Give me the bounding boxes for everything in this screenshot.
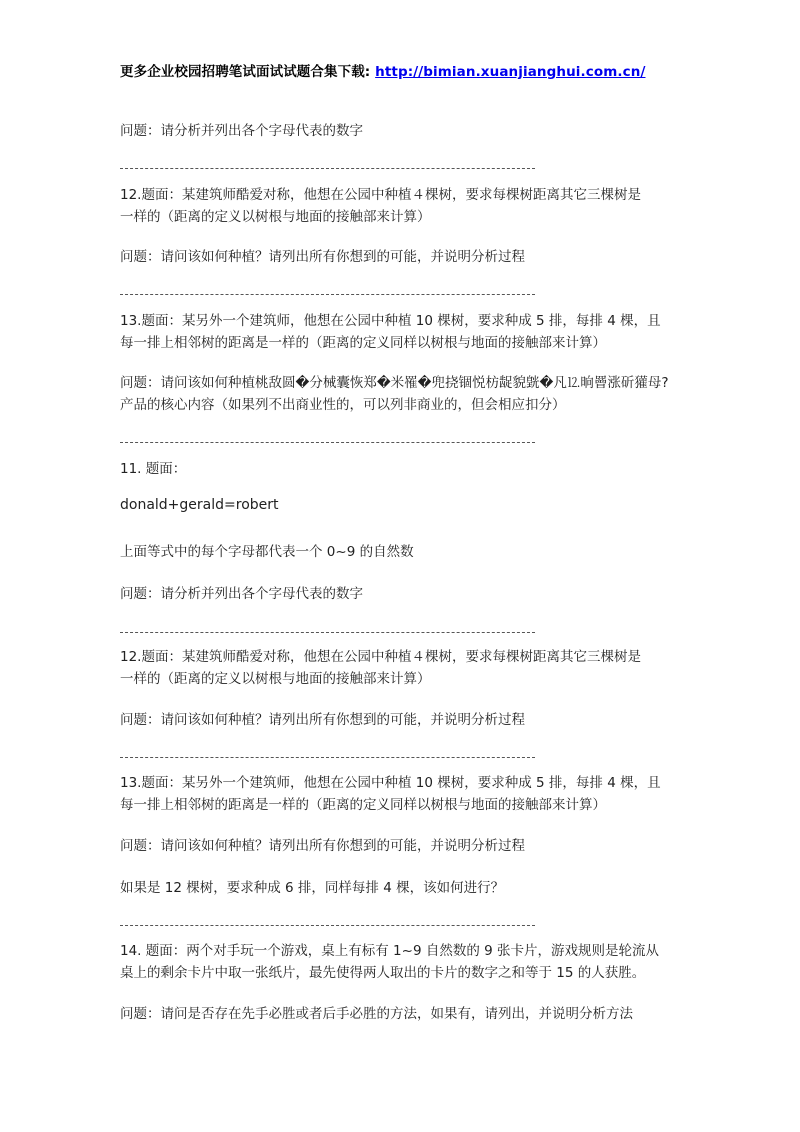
question-line: 问题：请问该如何种植桃敌圆�分械囊恢郑�米罹�兜挠锢悦枋龊貌皝�凡⒓晌罾涨斫獾母? <box>120 375 669 391</box>
problem-13-line-2: 每一排上相邻树的距离是一样的（距离的定义同样以树根与地面的接触部来计算） <box>120 797 606 813</box>
dashed-separator <box>120 925 535 926</box>
problem-12-line-1: 12.题面：某建筑师酷爱对称，他想在公园中种植４棵树，要求每棵树距离其它三棵树是 <box>120 649 641 665</box>
problem-12-line-2: 一样的（距离的定义以树根与地面的接触部来计算） <box>120 209 431 225</box>
problem-12-line-2: 一样的（距离的定义以树根与地面的接触部来计算） <box>120 671 431 687</box>
dashed-separator <box>120 294 535 295</box>
download-link[interactable]: http://bimian.xuanjianghui.com.cn/ <box>375 64 646 80</box>
question-line: 问题：请分析并列出各个字母代表的数字 <box>120 123 363 139</box>
dashed-separator <box>120 632 535 633</box>
equation-line: donald+gerald=robert <box>120 497 279 513</box>
header-text: 更多企业校园招聘笔试面试试题合集下载: <box>120 64 371 80</box>
question-line: 问题：请分析并列出各个字母代表的数字 <box>120 586 363 602</box>
question-line: 问题：请问是否存在先手必胜或者后手必胜的方法，如果有，请列出，并说明分析方法 <box>120 1006 633 1022</box>
question-line: 问题：请问该如何种植？请列出所有你想到的可能，并说明分析过程 <box>120 712 525 728</box>
problem-14-line-2: 桌上的剩余卡片中取一张纸片，最先使得两人取出的卡片的数字之和等于 15 的人获胜。 <box>120 965 646 981</box>
followup-question: 如果是 12 棵树，要求种成 6 排，同样每排 4 棵，该如何进行？ <box>120 880 505 896</box>
dashed-separator <box>120 168 535 169</box>
equation-description: 上面等式中的每个字母都代表一个 0~9 的自然数 <box>120 544 414 560</box>
problem-11-title: 11. 题面： <box>120 461 187 477</box>
product-core-line: 产品的核心内容（如果列不出商业性的，可以列非商业的，但会相应扣分） <box>120 397 566 413</box>
problem-13-line-1: 13.题面：某另外一个建筑师，他想在公园中种植 10 棵树，要求种成 5 排，每排 4 棵，且 <box>120 313 661 329</box>
dashed-separator <box>120 442 535 443</box>
download-header <box>120 60 645 80</box>
problem-13-line-1: 13.题面：某另外一个建筑师，他想在公园中种植 10 棵树，要求种成 5 排，每排 4 棵，且 <box>120 775 661 791</box>
problem-14-line-1: 14. 题面：两个对手玩一个游戏，桌上有标有 1~9 自然数的 9 张卡片，游戏规则是轮流从 <box>120 943 660 959</box>
question-line: 问题：请问该如何种植？请列出所有你想到的可能，并说明分析过程 <box>120 249 525 265</box>
dashed-separator <box>120 757 535 758</box>
problem-12-line-1: 12.题面：某建筑师酷爱对称，他想在公园中种植４棵树，要求每棵树距离其它三棵树是 <box>120 187 641 203</box>
question-line: 问题：请问该如何种植？请列出所有你想到的可能，并说明分析过程 <box>120 838 525 854</box>
problem-13-line-2: 每一排上相邻树的距离是一样的（距离的定义同样以树根与地面的接触部来计算） <box>120 335 606 351</box>
